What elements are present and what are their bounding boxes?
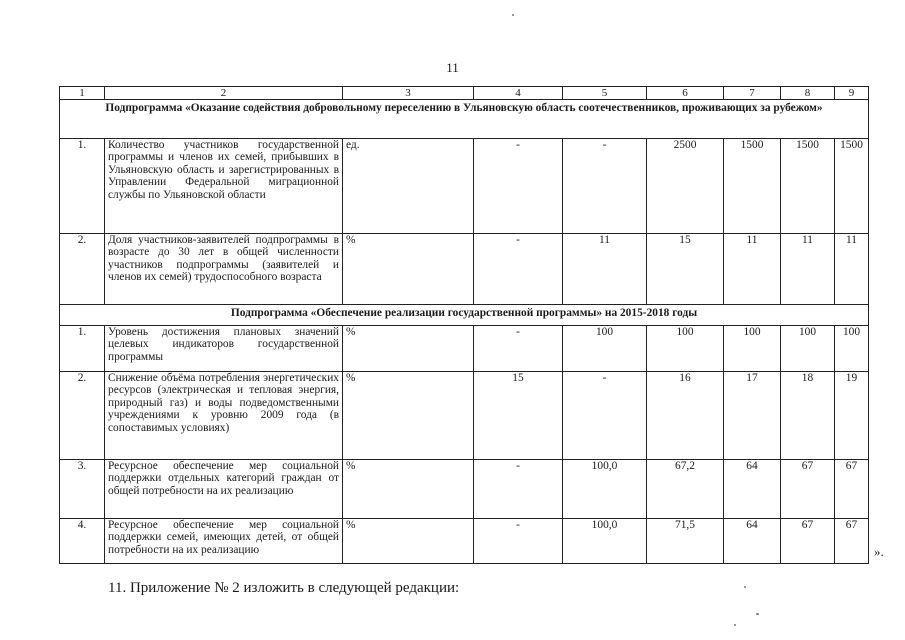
page-number: 11 bbox=[446, 60, 459, 75]
subprogram-title: Подпрограмма «Оказание содействия добровольному переселению в Ульяновскую область соотечественников, проживающих за рубежом» bbox=[60, 100, 869, 139]
indicator-value: - bbox=[474, 326, 563, 372]
indicator-value: - bbox=[563, 372, 647, 460]
indicator-value: 67,2 bbox=[647, 460, 724, 519]
column-number: 5 bbox=[563, 87, 647, 100]
indicator-value: 15 bbox=[474, 372, 563, 460]
column-number-row bbox=[60, 87, 869, 100]
indicator-value: 67 bbox=[835, 460, 869, 519]
column-number: 6 bbox=[647, 87, 724, 100]
table-row bbox=[60, 372, 869, 460]
indicator-value: - bbox=[474, 139, 563, 234]
subprogram-header bbox=[60, 305, 869, 326]
indicator-value: 15 bbox=[647, 234, 724, 305]
indicators-table bbox=[59, 86, 869, 564]
indicator-name: Доля участников-заявителей подпрограммы в возрасте до 30 лет в общей численности участников подпрограммы (заявителей и членов их семей) трудоспособного возраста bbox=[105, 234, 343, 305]
indicator-value: 100 bbox=[647, 326, 724, 372]
indicator-name: Ресурсное обеспечение мер социальной поддержки отдельных категорий граждан от общей потребности на их реализацию bbox=[105, 460, 343, 519]
indicator-value: 100 bbox=[563, 326, 647, 372]
scan-speck bbox=[734, 624, 736, 626]
indicator-name: Снижение объёма потребления энергетических ресурсов (электрическая и тепловая энергия, природный газ) и воды подведомственными учреждениями к уровню 2009 года (в сопоставимых условиях) bbox=[105, 372, 343, 460]
indicator-value: - bbox=[563, 139, 647, 234]
indicator-value: 100,0 bbox=[563, 519, 647, 564]
indicator-value: 11 bbox=[724, 234, 781, 305]
scan-speck bbox=[756, 613, 759, 615]
row-number: 2. bbox=[60, 234, 105, 305]
column-number: 7 bbox=[724, 87, 781, 100]
table-body bbox=[60, 87, 869, 564]
column-number: 3 bbox=[343, 87, 474, 100]
row-number: 1. bbox=[60, 326, 105, 372]
row-number: 3. bbox=[60, 460, 105, 519]
indicator-value: 64 bbox=[724, 519, 781, 564]
indicator-value: 100 bbox=[781, 326, 835, 372]
indicator-value: 67 bbox=[835, 519, 869, 564]
indicator-value: 1500 bbox=[781, 139, 835, 234]
next-paragraph: 11. Приложение № 2 изложить в следующей редакции: bbox=[108, 580, 460, 596]
indicator-value: - bbox=[474, 460, 563, 519]
indicator-value: 17 bbox=[724, 372, 781, 460]
indicator-value: 71,5 bbox=[647, 519, 724, 564]
indicator-value: 100 bbox=[724, 326, 781, 372]
column-number: 2 bbox=[105, 87, 343, 100]
closing-quote: ». bbox=[874, 544, 884, 559]
indicator-value: 67 bbox=[781, 460, 835, 519]
indicator-value: - bbox=[474, 519, 563, 564]
unit-of-measure: % bbox=[343, 326, 474, 372]
indicator-value: 1500 bbox=[724, 139, 781, 234]
subprogram-header bbox=[60, 100, 869, 139]
indicator-name: Уровень достижения плановых значений целевых индикаторов государственной программы bbox=[105, 326, 343, 372]
indicator-value: 67 bbox=[781, 519, 835, 564]
table-row bbox=[60, 234, 869, 305]
indicator-value: 11 bbox=[781, 234, 835, 305]
indicator-value: 100 bbox=[835, 326, 869, 372]
column-number: 4 bbox=[474, 87, 563, 100]
scan-speck bbox=[744, 586, 746, 588]
unit-of-measure: % bbox=[343, 519, 474, 564]
row-number: 4. bbox=[60, 519, 105, 564]
table-row bbox=[60, 139, 869, 234]
scan-speck bbox=[512, 14, 514, 16]
indicator-value: 2500 bbox=[647, 139, 724, 234]
indicator-name: Количество участников государственной программы и членов их семей, прибывших в Ульяновскую область и зарегистрированных в Управлении Федеральной миграционной службы по Ульяновской области bbox=[105, 139, 343, 234]
indicator-value: 1500 bbox=[835, 139, 869, 234]
indicator-value: 11 bbox=[835, 234, 869, 305]
column-number: 1 bbox=[60, 87, 105, 100]
column-number: 9 bbox=[835, 87, 869, 100]
indicator-value: 100,0 bbox=[563, 460, 647, 519]
indicator-value: 19 bbox=[835, 372, 869, 460]
indicator-value: 16 bbox=[647, 372, 724, 460]
unit-of-measure: % bbox=[343, 372, 474, 460]
table-row bbox=[60, 460, 869, 519]
column-number: 8 bbox=[781, 87, 835, 100]
unit-of-measure: % bbox=[343, 460, 474, 519]
subprogram-title: Подпрограмма «Обеспечение реализации государственной программы» на 2015-2018 годы bbox=[60, 305, 869, 326]
table-row bbox=[60, 326, 869, 372]
row-number: 1. bbox=[60, 139, 105, 234]
table-row bbox=[60, 519, 869, 564]
unit-of-measure: ед. bbox=[343, 139, 474, 234]
indicator-name: Ресурсное обеспечение мер социальной поддержки семей, имеющих детей, от общей потребности на их реализацию bbox=[105, 519, 343, 564]
unit-of-measure: % bbox=[343, 234, 474, 305]
indicator-value: 18 bbox=[781, 372, 835, 460]
indicator-value: 64 bbox=[724, 460, 781, 519]
indicator-value: - bbox=[474, 234, 563, 305]
indicator-value: 11 bbox=[563, 234, 647, 305]
row-number: 2. bbox=[60, 372, 105, 460]
